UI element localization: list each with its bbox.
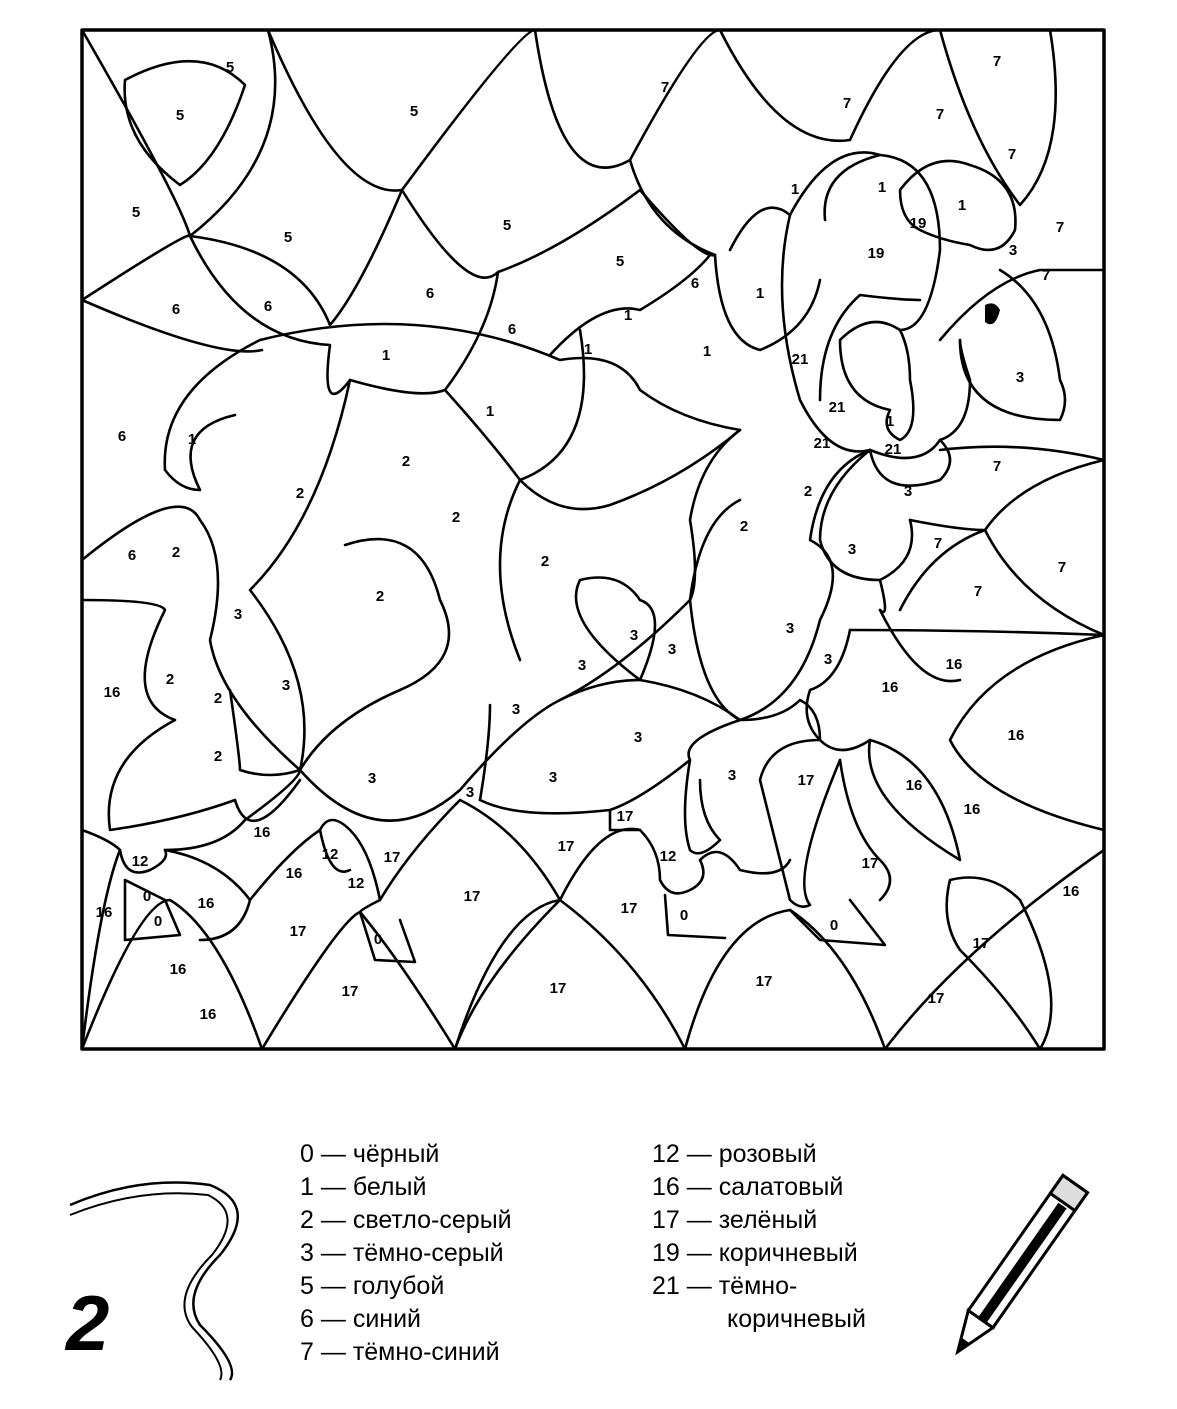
region-number: 19 [909,214,927,232]
outline [690,430,740,600]
legend-code: 21 [652,1272,680,1300]
outline [630,160,715,255]
region-number: 7 [660,78,670,96]
region-number: 6 [263,297,273,315]
region-number: 2 [401,452,411,470]
outline [985,530,1104,635]
legend-color-name: коричневый [718,1239,858,1267]
region-number: 1 [381,346,391,364]
outline [840,322,913,440]
region-number: 12 [321,845,339,863]
region-number: 0 [829,916,839,934]
legend-entry [652,1171,866,1204]
region-number: 6 [127,546,137,564]
region-number: 5 [131,203,141,221]
outline [268,30,940,191]
legend-entry [652,1204,866,1237]
region-number: 2 [213,747,223,765]
region-number: 21 [884,440,902,458]
legend-separator: — [679,1239,719,1267]
legend-code: 16 [652,1173,680,1201]
outline [402,190,715,278]
outline [850,630,1104,635]
region-number: 7 [973,582,983,600]
region-number: 5 [225,58,235,76]
region-number: 6 [690,274,700,292]
legend-code: 17 [652,1206,680,1234]
outline [320,820,380,912]
legend-entry [300,1138,512,1171]
region-number: 2 [171,543,181,561]
region-number: 17 [861,854,879,872]
outline [685,910,885,1049]
outline [82,600,300,830]
outline [807,630,870,750]
region-number: 21 [828,398,846,416]
legend-separator: — [679,1140,719,1168]
legend-code: 1 [300,1173,314,1201]
region-number: 1 [755,284,765,302]
region-number: 17 [463,887,481,905]
legend-separator: — [679,1173,719,1201]
legend-color-name: коричневый [727,1305,866,1333]
legend-separator: — [313,1173,353,1201]
legend-color-name: тёмно-серый [352,1239,504,1267]
region-number: 0 [142,887,152,905]
legend-entry [300,1336,512,1369]
picture-frame [82,30,1104,1049]
legend-color-name: чёрный [352,1140,440,1168]
outline [820,295,920,400]
region-number: 3 [233,605,243,623]
outline [550,252,710,355]
region-number: 5 [502,216,512,234]
region-number: 7 [1041,266,1051,284]
legend-code: 0 [300,1140,314,1168]
legend-entry [652,1270,866,1303]
outline [685,760,720,853]
region-number: 2 [803,482,813,500]
region-number: 2 [540,552,550,570]
region-number: 2 [213,689,223,707]
outline [885,850,1104,1049]
pencil-icon [930,1160,1100,1380]
legend-separator: — [313,1206,353,1234]
outline [82,30,275,300]
region-number: 3 [903,482,913,500]
eye-mark [985,303,1000,324]
region-number: 17 [557,837,575,855]
legend-separator: — [313,1305,353,1333]
outline [330,190,402,325]
region-number: 0 [679,906,689,924]
region-number: 1 [187,430,197,448]
region-number: 3 [847,540,857,558]
legend-separator: — [679,1272,719,1300]
legend-entry [652,1237,866,1270]
region-number: 16 [103,683,121,701]
outline [825,155,880,220]
outline [715,255,820,350]
region-number: 17 [755,972,773,990]
outline [940,340,970,440]
outline [940,270,1104,340]
legend-separator: — [313,1140,353,1168]
color-legend-left [300,1138,512,1369]
region-number: 3 [511,700,521,718]
region-number: 17 [383,848,401,866]
region-number: 16 [197,894,215,912]
legend-code: 2 [300,1206,314,1234]
region-number: 6 [507,320,517,338]
region-number: 2 [451,508,461,526]
region-number: 1 [877,178,887,196]
region-number: 5 [409,102,419,120]
legend-entry [300,1237,512,1270]
legend-color-name: голубой [352,1272,445,1300]
outline [880,520,912,580]
outline [782,215,940,458]
outline [870,440,950,486]
region-number: 7 [1057,558,1067,576]
color-legend-right [652,1138,866,1336]
region-number: 3 [1008,241,1018,259]
region-number: 16 [905,776,923,794]
outline [869,740,960,860]
region-number: 3 [667,640,677,658]
outline [380,800,560,1049]
region-number: 2 [165,670,175,688]
region-number: 3 [1015,368,1025,386]
region-number: 16 [95,903,113,921]
region-number: 16 [963,800,981,818]
region-number: 3 [823,650,833,668]
legend-color-name: светло-серый [352,1206,512,1234]
region-number: 3 [577,656,587,674]
region-number: 2 [739,517,749,535]
outline [455,900,685,1049]
outline [690,450,870,720]
region-number: 17 [549,979,567,997]
region-number: 3 [367,769,377,787]
region-number: 3 [548,768,558,786]
region-number: 2 [375,587,385,605]
region-number: 1 [623,306,633,324]
region-number: 17 [341,982,359,1000]
legend-code: 6 [300,1305,314,1333]
legend-color-name: розовый [718,1140,817,1168]
region-number: 3 [785,619,795,637]
legend-entry [300,1204,512,1237]
legend-code: 5 [300,1272,314,1300]
region-number: 1 [485,402,495,420]
region-number: 12 [347,874,365,892]
region-number: 6 [117,427,127,445]
region-number: 3 [727,766,737,784]
legend-separator: — [313,1239,353,1267]
region-number: 21 [813,434,831,452]
region-number: 16 [881,678,899,696]
region-number: 3 [633,728,643,746]
legend-color-name: зелёный [718,1206,818,1234]
legend-color-name: синий [352,1305,422,1333]
region-number: 1 [957,196,967,214]
outline [820,450,885,612]
legend-entry [300,1303,512,1336]
region-number: 3 [629,626,639,644]
legend-color-name: тёмно-синий [352,1338,500,1366]
outline [910,457,1104,530]
legend-code: 19 [652,1239,680,1267]
outline [940,447,1104,460]
region-number: 19 [867,244,885,262]
legend-code: 3 [300,1239,314,1267]
region-number: 17 [797,771,815,789]
outline [360,912,415,962]
region-number: 16 [169,960,187,978]
scribble-line [60,1165,250,1385]
region-number: 16 [285,864,303,882]
region-number: 1 [885,412,895,430]
legend-separator: — [313,1272,353,1300]
outline [82,30,330,325]
region-number: 7 [992,457,1002,475]
region-number: 12 [131,852,149,870]
legend-code: 7 [300,1338,314,1366]
legend-entry [652,1303,866,1336]
outline [740,700,840,907]
region-number: 3 [281,676,291,694]
outline [960,270,1065,420]
region-number: 0 [373,930,383,948]
region-number: 0 [153,912,163,930]
legend-separator: — [679,1206,719,1234]
outline [480,705,490,800]
region-number: 7 [1007,145,1017,163]
legend-color-name: белый [352,1173,427,1201]
region-number: 6 [425,284,435,302]
outline [82,850,120,1049]
region-number: 2 [295,484,305,502]
region-number: 1 [583,340,593,358]
region-number: 3 [465,783,475,801]
page-number: 2 [66,1279,110,1367]
region-number: 1 [702,342,712,360]
region-number: 17 [616,807,634,825]
legend-color-name: салатовый [718,1173,844,1201]
region-number: 16 [253,823,271,841]
outline [840,760,890,900]
region-number: 12 [659,847,677,865]
legend-entry [652,1138,866,1171]
outline [190,236,498,394]
legend-code: 12 [652,1140,680,1168]
region-number: 16 [945,655,963,673]
outline [665,895,725,938]
region-number: 7 [992,52,1002,70]
region-number: 7 [935,105,945,123]
outline [165,415,235,490]
region-number: 7 [1055,218,1065,236]
legend-separator: — [313,1338,353,1366]
region-number: 17 [620,899,638,917]
region-number: 17 [289,922,307,940]
region-number: 17 [972,934,990,952]
region-number: 5 [175,106,185,124]
region-number: 21 [791,350,809,368]
region-number: 16 [1062,882,1080,900]
region-number: 7 [842,94,852,112]
legend-color-name: тёмно- [718,1272,798,1300]
region-number: 16 [1007,726,1025,744]
region-number: 5 [615,252,625,270]
outline [125,58,245,185]
region-number: 7 [933,534,943,552]
region-number: 1 [790,180,800,198]
region-number: 16 [199,1005,217,1023]
legend-entry [300,1270,512,1303]
region-number: 6 [171,300,181,318]
region-number: 17 [927,989,945,1007]
legend-entry [300,1171,512,1204]
region-number: 5 [283,228,293,246]
